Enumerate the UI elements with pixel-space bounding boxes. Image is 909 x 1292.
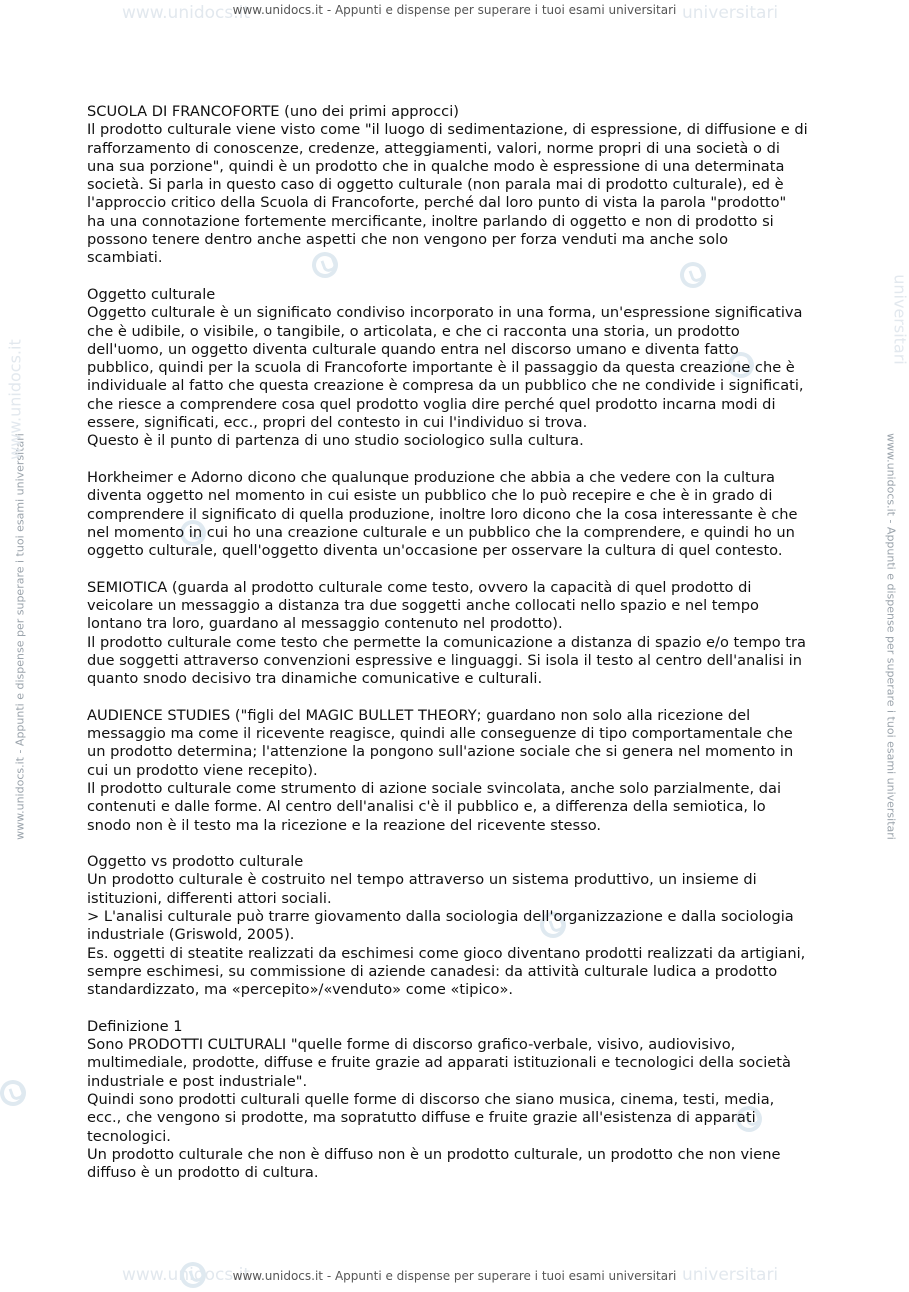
watermark-header: www.unidocs.it - Appunti e dispense per superare i tuoi esami universitari (0, 3, 909, 17)
paragraph-audience-studies: AUDIENCE STUDIES ("figli del MAGIC BULLET THEORY; guardano non solo alla ricezione del messaggio ma come il ricevente reagisce, quindi alle conseguenze di tipo comportamentale che un prodotto determina; l'attenzione la pongono sull'azione sociale che si genera nel momento in cui un prodotto viene recepito). Il prodotto culturale come strumento di azione sociale svincolata, anche solo parzialmente, dai contenuti e dalle forme. Al centro dell'analisi c'è il pubblico e, a differenza della semiotica, lo snodo non è il testo ma la ricezione e la reazione del ricevente stesso. (87, 707, 827, 835)
watermark-ghost-site-top: www.unidocs.it (122, 3, 250, 23)
watermark-ghost-tail-bottom: universitari (682, 1265, 778, 1285)
watermark-side-left: www.unidocs.it - Appunti e dispense per superare i tuoi esami universitari (14, 222, 27, 1052)
document-body (87, 103, 827, 1201)
paragraph-oggetto-vs-prodotto: Oggetto vs prodotto culturale Un prodotto culturale è costruito nel tempo attraverso un sistema produttivo, un insieme di istituzioni, differenti attori sociali. > L'analisi culturale può trarre giovamento dalla sociologia dell'organizzazione e dalla sociologia industriale (Griswold, 2005). Es. oggetti di steatite realizzati da eschimesi come gioco diventano prodotti realizzati da artigiani, sempre eschimesi, su commissione di aziende canadesi: da attività culturale ludica a prodotto standardizzato, ma «percepito»/«venduto» come «tipico». (87, 853, 827, 999)
watermark-side-ghost-right: universitari (891, 180, 909, 460)
watermark-side-ghost-left: www.unidocs.it (6, 260, 25, 540)
paragraph-definizione-1: Definizione 1 Sono PRODOTTI CULTURALI "quelle forme di discorso grafico-verbale, visivo, audiovisivo, multimediale, prodotte, diffuse e fruite grazie ad apparati istituzionali e tecnologici della società industriale e post industriale". Quindi sono prodotti culturali quelle forme di discorso che siano musica, cinema, testi, media, ecc., che vengono si prodotte, ma sopratutto diffuse e fruite grazie all'esistenza di apparati tecnologici. Un prodotto culturale che non è diffuso non è un prodotto culturale, un prodotto che non viene diffuso è un prodotto di cultura. (87, 1018, 827, 1183)
paragraph-semiotica: SEMIOTICA (guarda al prodotto culturale come testo, ovvero la capacità di quel prodotto di veicolare un messaggio a distanza tra due soggetti anche collocati nello spazio e nel tempo lontano tra loro, guardano al messaggio contenuto nel prodotto). Il prodotto culturale come testo che permette la comunicazione a distanza di spazio e/o tempo tra due soggetti attraverso convenzioni espressive e linguaggi. Si isola il testo al centro dell'analisi in quanto snodo decisivo tra dinamiche comunicative e culturali. (87, 579, 827, 689)
paragraph-oggetto-culturale: Oggetto culturale Oggetto culturale è un significato condiviso incorporato in una forma, un'espressione significativa che è udibile, o visibile, o tangibile, o articolata, e che ci racconta una storia, un prodotto dell'uomo, un oggetto diventa culturale quando entra nel discorso umano e diventa fatto pubblico, quindi per la scuola di Francoforte importante è il passaggio da questa creazione che è individuale al fatto che questa creazione è compresa da un pubblico che ne condivide i significati, che riesce a comprendere cosa quel prodotto voglia dire perché quel prodotto incarna modi di essere, significati, ecc., propri del contesto in cui l'individuo si trova. Questo è il punto di partenza di uno studio sociologico sulla cultura. (87, 286, 827, 451)
paragraph-horkheimer-adorno: Horkheimer e Adorno dicono che qualunque produzione che abbia a che vedere con la cultura diventa oggetto nel momento in cui esiste un pubblico che lo può recepire e che è in grado di comprendere il significato di quella produzione, inoltre loro dicono che la cosa interessante è che nel momento in cui ho una creazione culturale e un pubblico che la comprendere, e quindi ho un oggetto culturale, quell'oggetto diventa un'occasione per osservare la cultura di quel contesto. (87, 469, 827, 560)
watermark-logo-icon (176, 1258, 209, 1291)
watermark-footer: www.unidocs.it - Appunti e dispense per superare i tuoi esami universitari (0, 1269, 909, 1283)
watermark-ghost-tail-top: universitari (682, 3, 778, 23)
watermark-side-right: www.unidocs.it - Appunti e dispense per superare i tuoi esami universitari (885, 222, 898, 1052)
paragraph-scuola-di-francoforte: SCUOLA DI FRANCOFORTE (uno dei primi approcci) Il prodotto culturale viene visto come "il luogo di sedimentazione, di espressione, di diffusione e di rafforzamento di conoscenze, credenze, atteggiamenti, valori, norme propri di una società o di una sua porzione", quindi è un prodotto che in qualche modo è espressione di una determinata società. Si parla in questo caso di oggetto culturale (non parala mai di prodotto culturale), ed è l'approccio critico della Scuola di Francoforte, perché dal loro punto di vista la parola "prodotto" ha una connotazione fortemente mercificante, inoltre parlando di oggetto e non di prodotto si possono tenere dentro anche aspetti che non vengono per forza venduti ma anche solo scambiati. (87, 103, 827, 268)
watermark-ghost-site-bottom: www.unidocs.it (122, 1265, 250, 1285)
watermark-logo-icon (0, 1076, 30, 1109)
